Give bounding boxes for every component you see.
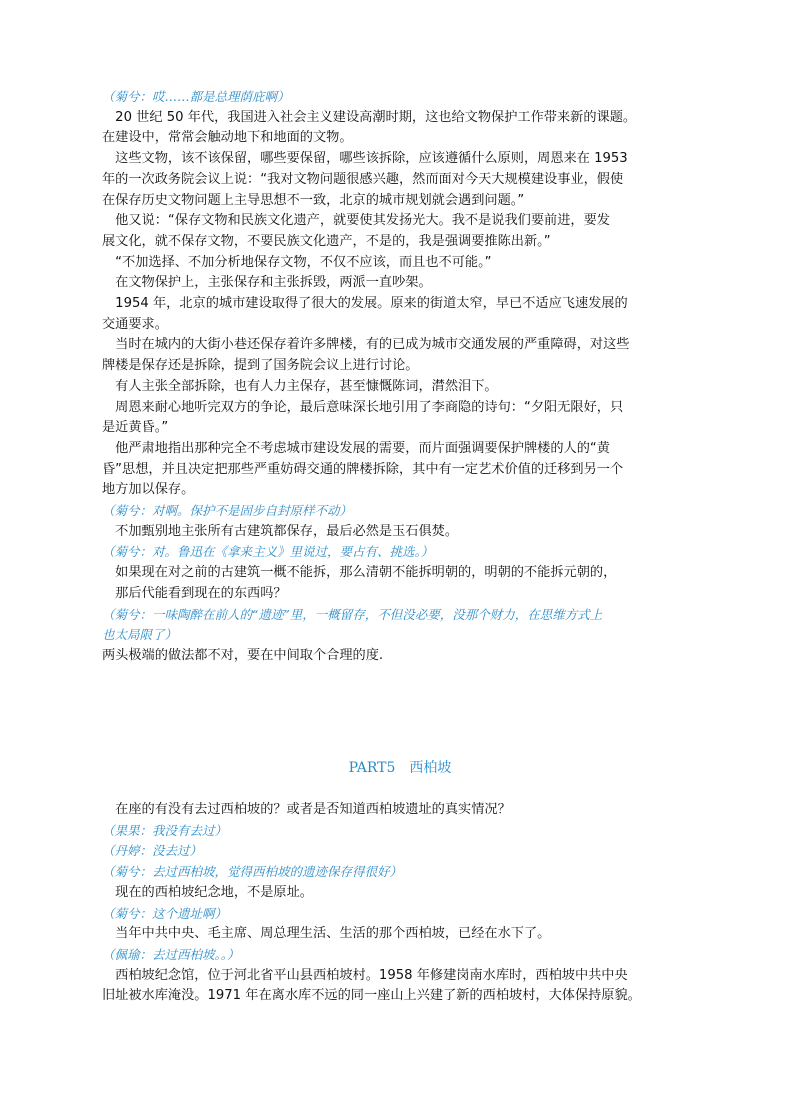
paragraph-line: 旧址被水库淹没。1971 年在离水库不远的同一座山上兴建了新的西柏坡村，大体保持原貌。 [102, 988, 641, 1004]
paragraph-line: 当时在城内的大街小巷还保存着许多牌楼，有的已成为城市交通发展的严重障碍，对这些 [102, 337, 630, 353]
paragraph-line: 在建设中，常常会触动地下和地面的文物。 [102, 130, 353, 146]
paragraph-line: 地方加以保存。 [102, 482, 195, 498]
comment-line: （菊兮：对啊。保护不是固步自封原样不动） [102, 503, 353, 518]
paragraph-line: 在保存历史文物问题上主导思想不一致，北京的城市规划就会遇到问题。” [102, 192, 525, 208]
paragraph-line: 年的一次政务院会议上说：“我对文物问题很感兴趣，然而面对今天大规模建设事业，假使 [102, 171, 624, 187]
comment-line: （菊兮：一味陶醉在前人的“遗迹”里，一概留存，不但没必要，没那个财力，在思维方式上 [102, 606, 603, 622]
comment-line: （菊兮：哎……都是总理荫庇啊） [102, 89, 290, 104]
comment-line: （菊兮：这个遗址啊） [102, 905, 228, 921]
paragraph-line: 当年中共中央、毛主席、周总理生活、生活的那个西柏坡，已经在水下了。 [102, 926, 551, 942]
comment-line: （丹婷：没去过） [102, 843, 203, 859]
paragraph-line: 他又说：“保存文物和民族文化遗产，就要使其发扬光大。我不是说我们要前进，要发 [102, 213, 610, 229]
comment-line: （佩瑜：去过西柏坡。。） [102, 946, 240, 962]
paragraph-line: 现在的西柏坡纪念地，不是原址。 [102, 884, 313, 900]
paragraph-line: 1954 年，北京的城市建设取得了很大的发展。原来的街道太窄，早已不适应飞速发展的 [102, 296, 628, 311]
paragraph-line: 周恩来耐心地听完双方的争论，最后意味深长地引用了李商隐的诗句：“夕阳无限好，只 [102, 399, 624, 415]
paragraph-line: 是近黄昏。” [102, 420, 169, 436]
paragraph-line: 在文物保护上，主张保存和主张拆毁，两派一直吵架。 [102, 275, 432, 291]
paragraph-line: 在座的有没有去过西柏坡的？或者是否知道西柏坡遗址的真实情况？ [102, 802, 511, 817]
paragraph-line: 20 世纪 50 年代，我国进入社会主义建设高潮时期，这也给文物保护工作带来新的课题。 [102, 109, 637, 125]
paragraph-line: 如果现在对之前的古建筑一概不能拆，那么清朝不能拆明朝的，明朝的不能拆元朝的， [102, 565, 617, 581]
paragraph-line: 两头极端的做法都不对，要在中间取个合理的度. [102, 647, 384, 663]
paragraph-line: 有人主张全部拆除，也有人力主保存，甚至慷慨陈词，潸然泪下。 [102, 378, 498, 394]
paragraph-line: 西柏坡纪念馆，位于河北省平山县西柏坡村。1958 年修建岗南水库时，西柏坡中共中央 [102, 967, 628, 983]
comment-line: （果果：我没有去过） [102, 822, 228, 838]
comment-line: （菊兮：对。鲁迅在《拿来主义》里说过，要占有、挑选。） [102, 544, 434, 560]
paragraph-line: 牌楼是保存还是拆除，提到了国务院会议上进行讨论。 [102, 358, 419, 374]
paragraph-line: 他严肃地指出那种完全不考虑城市建设发展的需要，而片面强调要保护牌楼的人的“黄 [102, 440, 610, 456]
paragraph-line: 展文化，就不保存文物，不要民族文化遗产，不是的，我是强调要推陈出新。” [102, 233, 551, 249]
comment-line: 也太局限了） [102, 627, 178, 643]
paragraph-line: 那后代能看到现在的东西吗？ [102, 585, 287, 601]
paragraph-line: 交通要求。 [102, 316, 168, 332]
paragraph-line: 这些文物，该不该保留，哪些要保留，哪些该拆除，应该遵循什么原则，周恩来在 1953 [102, 151, 628, 167]
paragraph-line: 不加甄别地主张所有古建筑都保存，最后必然是玉石俱焚。 [102, 523, 459, 539]
paragraph-line: 昏”思想，并且决定把那些严重妨碍交通的牌楼拆除，其中有一定艺术价值的迁移到另一个 [102, 461, 624, 477]
comment-line: （菊兮：去过西柏坡，觉得西柏坡的遗迹保存得很好） [102, 864, 403, 880]
paragraph-line: “不加选择、不加分析地保存文物，不仅不应该，而且也不可能。” [102, 254, 492, 270]
section-heading-part5: PART5 西柏坡 [348, 760, 452, 776]
